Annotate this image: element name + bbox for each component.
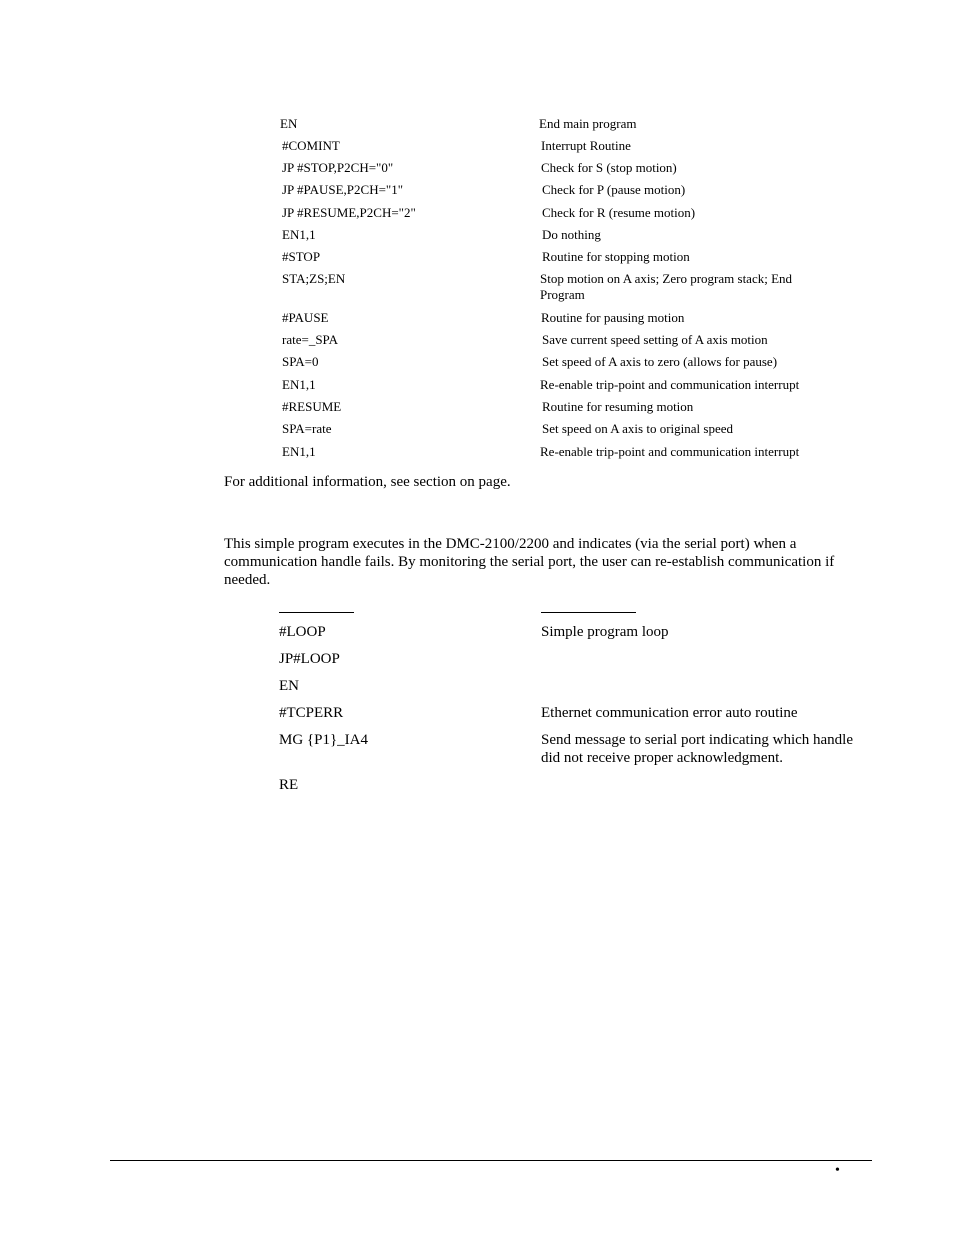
code-line: STA;ZS;EN xyxy=(282,271,346,286)
code-comment: Routine for resuming motion xyxy=(542,399,694,414)
code-comment: Save current speed setting of A axis motion xyxy=(542,332,768,347)
code-line: SPA=rate xyxy=(282,421,332,436)
footer-bullet: • xyxy=(835,1163,840,1178)
code-comment: Simple program loop xyxy=(541,624,669,640)
code-line: rate=_SPA xyxy=(282,332,338,347)
code-comment: Check for S (stop motion) xyxy=(541,160,677,175)
code-line: JP #RESUME,P2CH="2" xyxy=(282,205,416,220)
code-line: #TCPERR xyxy=(279,705,344,721)
code-comment: End main program xyxy=(539,116,637,131)
code-line: EN xyxy=(279,678,299,694)
code-line: RE xyxy=(279,777,299,793)
code-comment: Set speed of A axis to zero (allows for pause) xyxy=(542,354,778,369)
code-comment: Do nothing xyxy=(542,227,601,242)
code-line: MG {P1}_IA4 xyxy=(279,732,368,748)
code-comment: Send message to serial port indicating which handle did not receive proper acknowledgment. xyxy=(541,732,854,766)
code-line: #STOP xyxy=(282,249,321,264)
code-line: EN1,1 xyxy=(282,444,316,459)
code-comment: Ethernet communication error auto routine xyxy=(541,705,798,721)
intro-paragraph: This simple program executes in the DMC-2100/2200 and indicates (via the serial port) when a communication handle fails. By monitoring the serial port, the user can re-establish communication if needed. xyxy=(224,536,835,588)
code-line: #RESUME xyxy=(282,399,342,414)
code-comment: Interrupt Routine xyxy=(541,138,631,153)
code-comment: Routine for pausing motion xyxy=(541,310,685,325)
code-line: JP#LOOP xyxy=(279,651,340,667)
code-comment: Re-enable trip-point and communication interrupt xyxy=(540,377,800,392)
footer-rule xyxy=(110,1160,872,1161)
code-line: EN1,1 xyxy=(282,227,316,242)
code-comment: Re-enable trip-point and communication interrupt xyxy=(540,444,800,459)
column-rule-comment xyxy=(541,612,636,613)
code-line: EN1,1 xyxy=(282,377,316,392)
code-comment: Check for R (resume motion) xyxy=(542,205,696,220)
code-comment: Check for P (pause motion) xyxy=(542,182,686,197)
code-line: #LOOP xyxy=(279,624,326,640)
code-line: JP #PAUSE,P2CH="1" xyxy=(282,182,404,197)
code-comment: Routine for stopping motion xyxy=(542,249,690,264)
column-rule-code xyxy=(279,612,354,613)
code-comment: Set speed on A axis to original speed xyxy=(542,421,734,436)
code-line: SPA=0 xyxy=(282,354,319,369)
code-comment: Stop motion on A axis; Zero program stack; End Program xyxy=(540,271,793,302)
code-line: #COMINT xyxy=(282,138,340,153)
code-line: JP #STOP,P2CH="0" xyxy=(282,160,394,175)
info-note: For additional information, see section on page. xyxy=(224,474,511,490)
code-line: EN xyxy=(280,116,298,131)
code-line: #PAUSE xyxy=(282,310,329,325)
